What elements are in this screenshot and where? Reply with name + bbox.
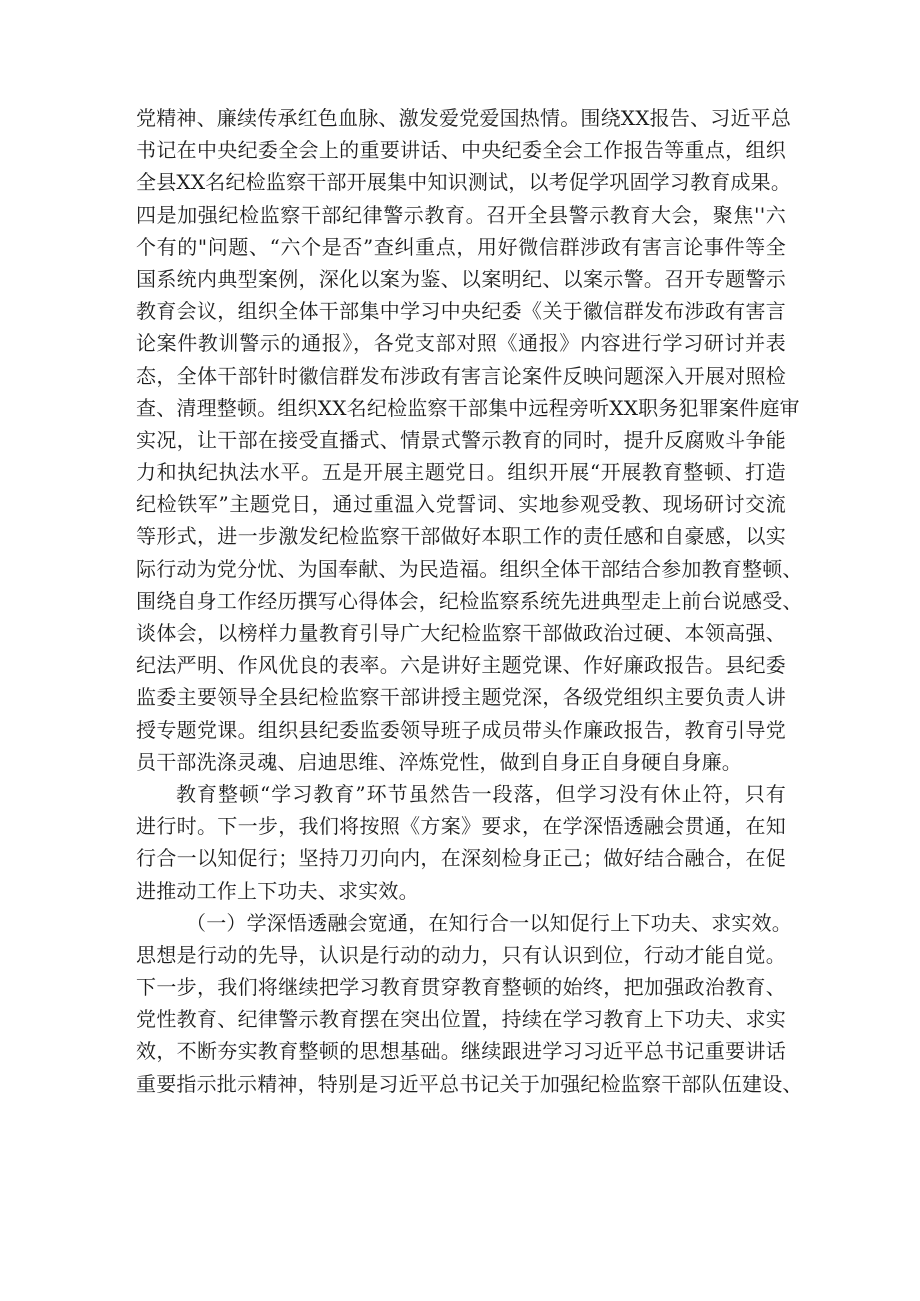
text-line: 纪检铁军”主题党日，通过重温入党誓词、实地参观受教、现场研讨交流 [136,492,786,517]
text-line: 际行动为党分忧、为国奉献、为民造福。组织全体干部结合参加教育整顿、 [136,556,803,581]
text-line: 谈体会，以榜样力量教育引导广大纪检监察干部做政治过硬、本领高强、 [136,621,786,645]
text-line: 个有的"问题、“六个是否”查纠重点，用好微信群涉政有害言论事件等全 [136,234,786,259]
text-line: 进推动工作上下功夫、求实效。 [136,878,419,903]
text-line: 四是加强纪检监察干部纪律警示教育。召开全县警示教育大会，聚焦''六 [136,202,786,227]
text-line: 力和执纪执法水平。五是开展主题党日。组织开展“开展教育整顿、打造 [136,460,786,485]
section-heading-line: （一）学深悟透融会宽通，在知行合一以知促行上下功夫、求实效。 [186,910,792,935]
text-line: 论案件教训警示的通报》，各党支部对照《通报》内容进行学习研讨并表 [136,331,786,356]
text-line: 员干部洗涤灵魂、启迪思维、淬炼党性，做到自身正自身硬自身廉。 [136,749,742,774]
text-line: 书记在中央纪委全会上的重要讲话、中央纪委全会工作报告等重点，组织 [136,138,786,163]
text-line: 效，不断夯实教育整顿的思想基础。继续跟进学习习近平总书记重要讲话 [136,1039,786,1064]
text-line: 围绕自身工作经历撰写心得体会，纪检监察系统先进典型走上前台说感受、 [136,588,803,613]
text-line: 国系统内典型案例，深化以案为鉴、以案明纪、以案示警。召开专题警示 [136,266,786,291]
text-line: 思想是行动的先导，认识是行动的动力，只有认识到位，行动才能自觉。 [136,942,786,967]
document-body [136,102,803,1100]
text-line: 党性教育、纪律警示教育摆在突出位置，持续在学习教育上下功夫、求实 [136,1007,786,1032]
text-line: 教育会议，组织全体干部集中学习中央纪委《关于徽信群发布涉政有害言 [136,299,786,324]
text-line: 重要指示批示精神，特别是习近平总书记关于加强纪检监察干部队伍建设、 [136,1071,803,1096]
paragraph-3 [136,907,803,1100]
text-line: 下一步，我们将继续把学习教育贯穿教育整顿的始终，把加强政治教育、 [136,975,786,1000]
text-line: 教育整顿“学习教育”环节虽然告一段落，但学习没有休止符，只有 [176,781,786,806]
text-line: 行合一以知促行；坚持刀刃向内，在深刻检身正己；做好结合融合，在促 [136,846,786,871]
text-line: 全县XX名纪检监察干部开展集中知识测试，以考促学巩固学习教育成果。 [136,170,792,195]
paragraph-1 [136,102,803,778]
text-line: 授专题党课。组织县纪委监委领导班子成员带头作廉政报告，教育引导党 [136,717,786,742]
paragraph-2 [136,778,786,907]
text-line: 进行时。下一步，我们将按照《方案》要求，在学深悟透融会贯通，在知 [136,814,786,839]
text-line: 等形式，进一步激发纪检监察干部做好本职工作的责任感和自豪感，以实 [136,524,786,549]
text-line: 查、清理整顿。组织XX名纪检监察干部集中远程旁听XX职务犯罪案件庭审 [136,395,800,420]
text-line: 态，全体干部针时徽信群发布涉政有害言论案件反映问题深入开展对照检 [136,363,786,388]
text-line: 实况，让干部在接受直播式、情景式警示教育的同时，提升反腐败斗争能 [136,427,786,452]
text-line: 纪法严明、作风优良的表率。六是讲好主题党课、作好廉政报告。县纪委 [136,653,786,678]
text-line: 监委主要领导全县纪检监察干部讲授主题党深，各级党组织主要负责人讲 [136,685,786,710]
text-line: 党精神、廉续传承红色血脉、激发爱党爱国热情。围绕XX报告、习近平总 [136,106,792,130]
